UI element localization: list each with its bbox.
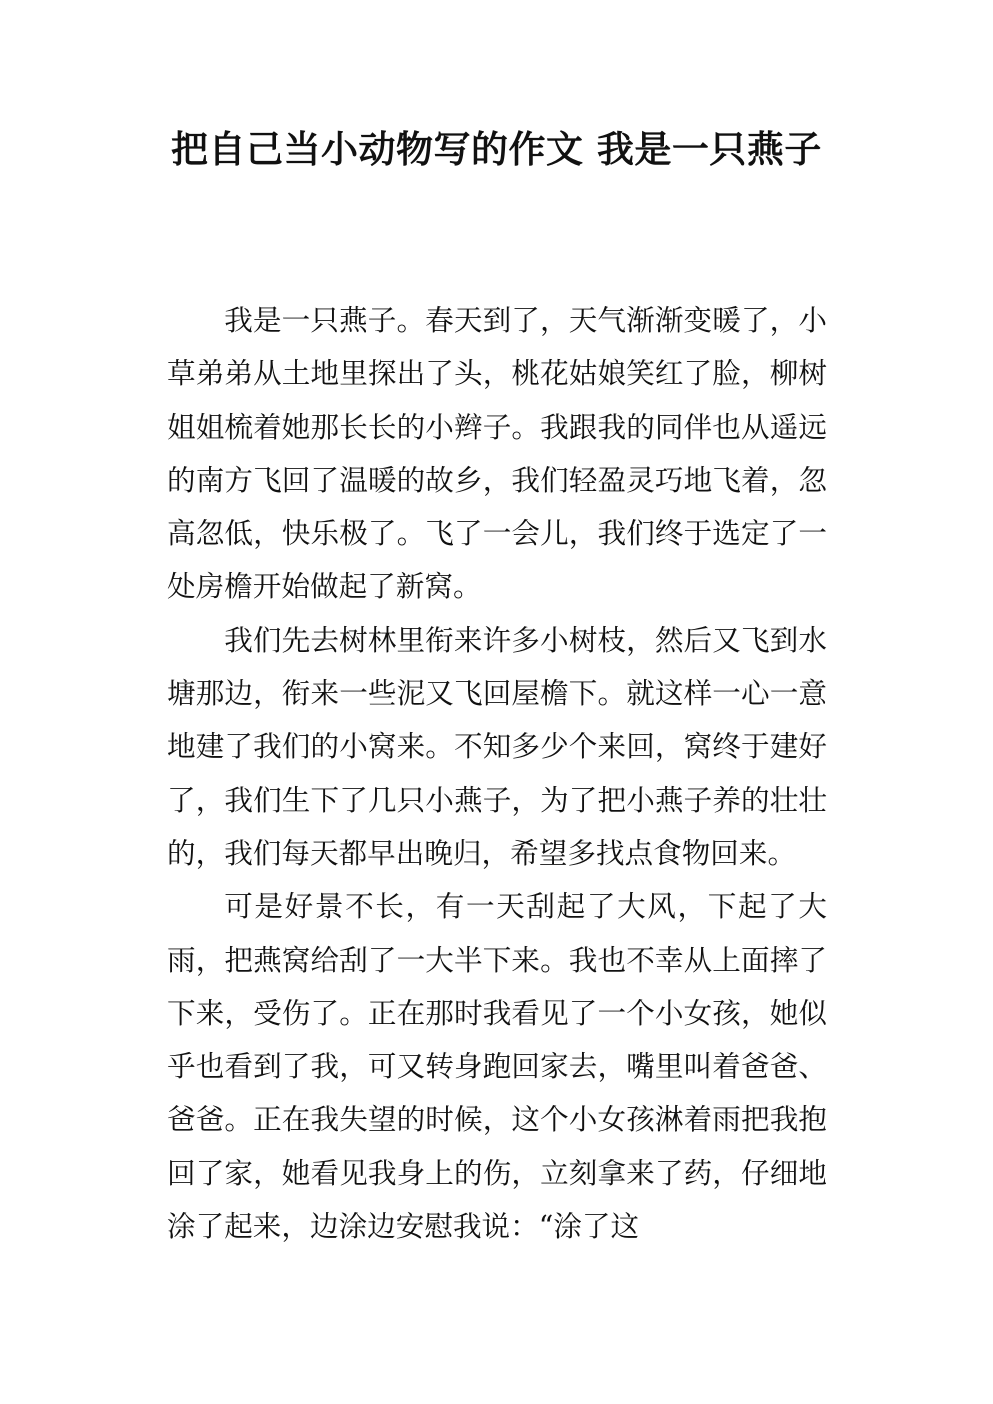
document-title: 把自己当小动物写的作文 我是一只燕子: [171, 128, 822, 171]
paragraph-3: 可是好景不长，有一天刮起了大风，下起了大雨，把燕窝给刮了一大半下来。我也不幸从上面摔了下来，受伤了。正在那时我看见了一个小女孩，她似乎也看到了我，可又转身跑回家去，嘴里叫着爸爸、爸爸。正在我失望的时候，这个小女孩淋着雨把我抱回了家，她看见我身上的伤，立刻拿来了药，仔细地涂了起来，边涂边安慰我说：“涂了这: [167, 889, 827, 1244]
paragraph-1: 我是一只燕子。春天到了，天气渐渐变暖了，小草弟弟从土地里探出了头，桃花姑娘笑红了脸，柳树姐姐梳着她那长长的小辫子。我跟我的同伴也从遥远的南方飞回了温暖的故乡，我们轻盈灵巧地飞着，忽高忽低，快乐极了。飞了一会儿，我们终于选定了一处房檐开始做起了新窝。: [167, 303, 827, 604]
paragraph-2: 我们先去树林里衔来许多小树枝，然后又飞到水塘那边，衔来一些泥又飞回屋檐下。就这样一心一意地建了我们的小窝来。不知多少个来回，窝终于建好了，我们生下了几只小燕子，为了把小燕子养的壮壮的，我们每天都早出晚归，希望多找点食物回来。: [167, 622, 827, 870]
document-body: [167, 294, 827, 1253]
